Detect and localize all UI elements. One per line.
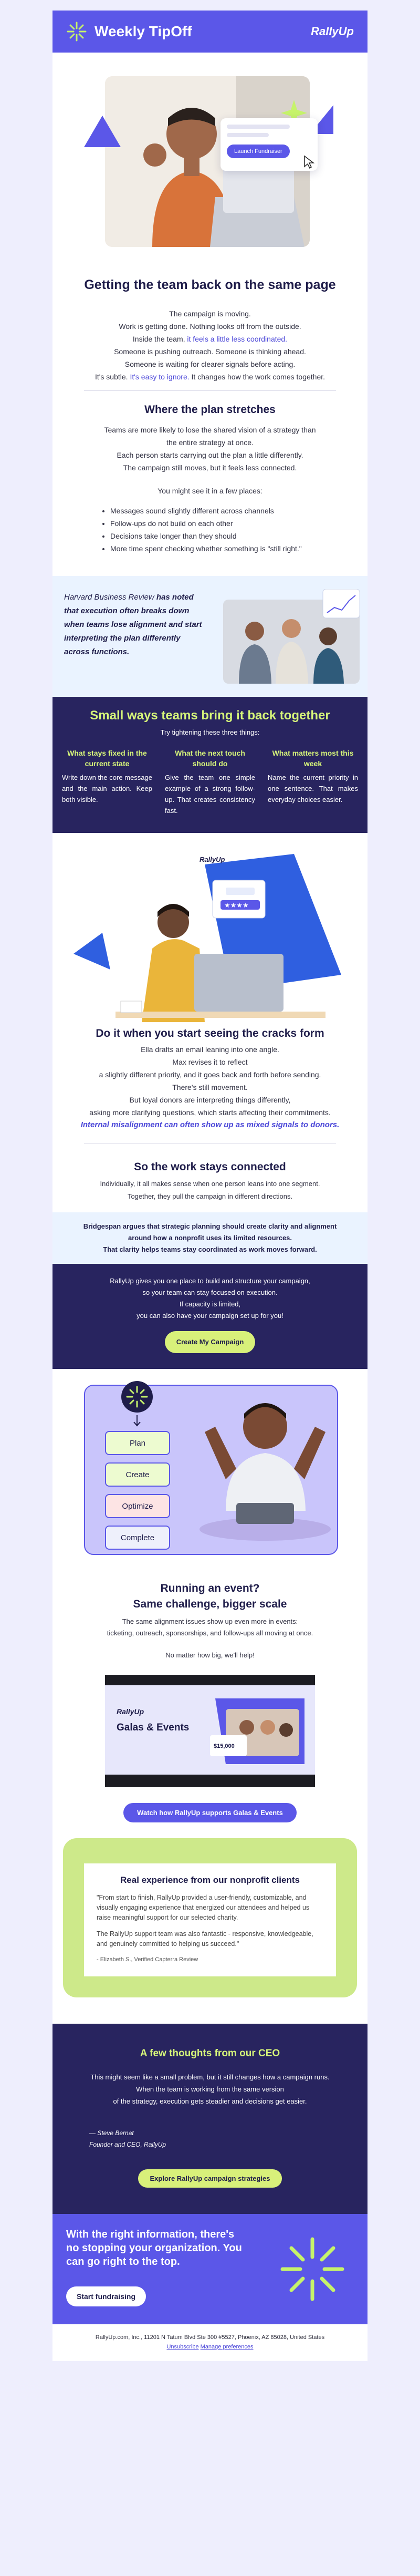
- cracks-line: Ella drafts an email leaning into one angle.: [141, 1045, 279, 1054]
- connected-title: So the work stays connected: [134, 1161, 286, 1173]
- connected-section: [52, 1159, 368, 1212]
- stretch-section: [52, 391, 368, 576]
- stretch-bullets: [74, 504, 346, 555]
- closing-line: can go right to the top.: [66, 2256, 180, 2268]
- ceo-signature: [89, 2127, 352, 2150]
- ways-column: [165, 748, 255, 816]
- brand: [66, 21, 192, 42]
- email-header: [52, 11, 368, 53]
- intro-line: The campaign is moving.: [169, 310, 251, 318]
- gala-photo: [205, 1698, 304, 1764]
- list-item: • Messages sound slightly different across channels: [110, 504, 346, 517]
- ways-subtitle: Try tightening these three things:: [160, 728, 260, 736]
- ceo-line: When the team is working from the same version: [136, 2085, 284, 2093]
- event-line: ticketing, outreach, sponsorships, and follow-ups all moving at once.: [107, 1629, 313, 1637]
- event-title: Running an event?: [160, 1582, 260, 1594]
- video-logo: RallyUp: [117, 1707, 144, 1716]
- hbr-quote-text: has noted that execution often breaks down when teams lose alignment and start interpreting the plan differently across functions.: [64, 593, 202, 656]
- flow-step-plan[interactable]: Plan: [105, 1431, 170, 1455]
- cracks-section: [52, 833, 368, 1159]
- intro-line: It's subtle. It's easy to ignore. It changes how the work comes together.: [94, 373, 326, 381]
- stretch-line: The campaign still moves, but it feels less connected.: [123, 463, 297, 472]
- bridgespan-section: [52, 1212, 368, 1264]
- ceo-section: [52, 2024, 368, 2214]
- arrow-down-icon: [132, 1415, 142, 1428]
- flow-step-create[interactable]: Create: [105, 1462, 170, 1487]
- closing-section: [52, 2214, 368, 2324]
- stretch-line: the entire strategy at once.: [166, 438, 254, 447]
- video-badge: $15,000: [214, 1743, 235, 1749]
- ceo-title: A few thoughts from our CEO: [140, 2048, 280, 2059]
- flow-step-optimize[interactable]: Optimize: [105, 1494, 170, 1518]
- unsubscribe-link[interactable]: Unsubscribe: [166, 2344, 199, 2350]
- footer-address: RallyUp.com, Inc., 11201 N Tatum Blvd Ste 300 #5527, Phoenix, AZ 85028, United States: [95, 2334, 325, 2341]
- intro-line: Work is getting done. Nothing looks off from the outside.: [119, 322, 301, 331]
- list-item: • Follow-ups do not build on each other: [110, 517, 346, 530]
- man-thumbs-up: [194, 1385, 336, 1542]
- closing-text: [66, 2228, 242, 2269]
- intro-title: Getting the team back on the same page: [84, 277, 336, 292]
- testimonial-section: [52, 1838, 368, 2024]
- cracks-line: There's still movement.: [172, 1083, 248, 1091]
- cracks-text: [63, 1043, 357, 1131]
- cursor-icon: [303, 155, 315, 169]
- bridgespan-line: around how a nonprofit uses its limited resources.: [128, 1234, 292, 1242]
- stretch-line: Teams are more likely to lose the shared vision of a strategy than: [104, 426, 316, 434]
- hbr-source[interactable]: Harvard Business Review: [64, 593, 154, 602]
- testimonial-text: "From start to finish, RallyUp provided a user-friendly, customizable, and visually engaging experience that energized our attendees and helped us raise meaningful support for our selected charity.: [97, 1894, 310, 1921]
- rallyup-logo[interactable]: RallyUp: [311, 25, 354, 38]
- cracks-line: a slightly different priority, and it goes back and forth before sending.: [99, 1070, 321, 1079]
- cracks-line: But loyal donors are interpreting things differently,: [129, 1096, 291, 1104]
- create-campaign-button[interactable]: Create My Campaign: [165, 1331, 256, 1353]
- video-title: Galas & Events: [117, 1722, 190, 1733]
- footer: [52, 2324, 368, 2361]
- video-thumbnail[interactable]: [105, 1675, 315, 1787]
- laptop-illustration: [74, 843, 346, 1022]
- cracks-line: asking more clarifying questions, which starts affecting their commitments.: [89, 1108, 331, 1117]
- intro-line: Someone is pushing outreach. Someone is thinking ahead.: [114, 347, 306, 356]
- cta-line: RallyUp gives you one place to build and structure your campaign,: [110, 1277, 310, 1285]
- sparkle-badge-icon: [120, 1379, 154, 1414]
- newsletter-title: Weekly TipOff: [94, 23, 192, 39]
- triangle-shape: [84, 110, 121, 147]
- stretch-title: Where the plan stretches: [144, 404, 276, 416]
- intro-section: [52, 277, 368, 383]
- app-logo: RallyUp: [200, 856, 225, 863]
- hbr-quote-section: [52, 576, 368, 697]
- bridgespan-line: That clarity helps teams stay coordinated as work moves forward.: [103, 1245, 317, 1253]
- cta-line: you can also have your campaign set up for you!: [136, 1312, 284, 1320]
- explore-strategies-button[interactable]: Explore RallyUp campaign strategies: [138, 2169, 281, 2188]
- list-item: • More time spent checking whether something is "still right.": [110, 542, 346, 555]
- flow-step-complete[interactable]: Complete: [105, 1526, 170, 1550]
- ceo-line: This might seem like a small problem, but it still changes how a campaign runs.: [90, 2073, 330, 2081]
- spark-icon: [66, 21, 87, 42]
- cracks-emphasis: Internal misalignment can often show up as mixed signals to donors.: [80, 1120, 340, 1129]
- column-body: Name the current priority in one sentence. That makes everyday choices easier.: [268, 774, 358, 803]
- closing-line: no stopping your organization. You: [66, 2242, 242, 2254]
- ceo-name: — Steve Bernat: [89, 2129, 134, 2137]
- connected-line: Together, they pull the campaign in different directions.: [127, 1192, 293, 1200]
- create-campaign-section: [52, 1264, 368, 1369]
- team-photo: [223, 589, 360, 684]
- intro-text: [74, 307, 346, 383]
- cta-line: If capacity is limited,: [179, 1300, 241, 1308]
- ceo-role: Founder and CEO, RallyUp: [89, 2141, 166, 2148]
- ceo-line: of the strategy, execution gets steadier and decisions get easier.: [113, 2097, 307, 2105]
- testimonial-title: Real experience from our nonprofit clients: [120, 1875, 300, 1885]
- intro-line: Inside the team, it feels a little less coordinated.: [132, 335, 288, 343]
- connected-line: Individually, it all makes sense when one person leans into one segment.: [100, 1180, 320, 1188]
- cracks-title: Do it when you start seeing the cracks form: [96, 1027, 324, 1039]
- spark-icon: [278, 2235, 346, 2303]
- column-heading: What stays fixed in the current state: [67, 749, 147, 768]
- ways-column: [268, 748, 358, 816]
- ways-columns: [62, 748, 358, 816]
- cracks-line: Max revises it to reflect: [172, 1058, 248, 1066]
- testimonial-attribution: - Elizabeth S., Verified Capterra Review: [97, 1956, 198, 1963]
- hbr-quote: [64, 591, 206, 659]
- intro-line: Someone is waiting for clearer signals before acting.: [124, 360, 296, 368]
- column-heading: What matters most this week: [272, 749, 354, 768]
- ways-section: [52, 697, 368, 833]
- column-heading: What the next touch should do: [175, 749, 245, 768]
- event-line: No matter how big, we'll help!: [165, 1651, 255, 1659]
- launch-fundraiser-button[interactable]: Launch Fundraiser: [227, 145, 290, 158]
- hero-section: [52, 53, 368, 273]
- ways-column: [62, 748, 152, 816]
- email-body: [52, 11, 368, 2361]
- stretch-line: Each person starts carrying out the plan a little differently.: [117, 451, 303, 459]
- ways-title: Small ways teams bring it back together: [90, 708, 330, 723]
- column-body: Give the team one simple example of a strong follow-up. That creates consistency fast.: [165, 774, 255, 815]
- stars-rating: ★★★★: [224, 902, 249, 910]
- testimonial-frame: [63, 1838, 357, 1997]
- event-line: The same alignment issues show up even more in events:: [122, 1617, 298, 1625]
- manage-preferences-link[interactable]: Manage preferences: [200, 2344, 254, 2350]
- flow-section: [52, 1369, 368, 1579]
- column-body: Write down the core message and the main action. Keep both visible.: [62, 774, 152, 803]
- closing-line: With the right information, there's: [66, 2229, 235, 2240]
- testimonial-card: [84, 1863, 336, 1976]
- watch-galas-button[interactable]: Watch how RallyUp supports Galas & Events: [123, 1803, 297, 1822]
- event-section: [52, 1579, 368, 1838]
- bridgespan-line: Bridgespan argues that strategic planning should create clarity and alignment: [83, 1222, 337, 1230]
- stretch-lead: You might see it in a few places:: [158, 487, 262, 495]
- testimonial-text: The RallyUp support team was also fantastic - responsive, knowledgeable, and genuinely committed to helping us succeed.": [97, 1930, 313, 1948]
- cta-line: so your team can stay focused on execution.: [142, 1289, 278, 1296]
- start-fundraising-button[interactable]: Start fundraising: [66, 2286, 146, 2306]
- list-item: • Decisions take longer than they should: [110, 530, 346, 542]
- event-subtitle: Same challenge, bigger scale: [133, 1598, 287, 1610]
